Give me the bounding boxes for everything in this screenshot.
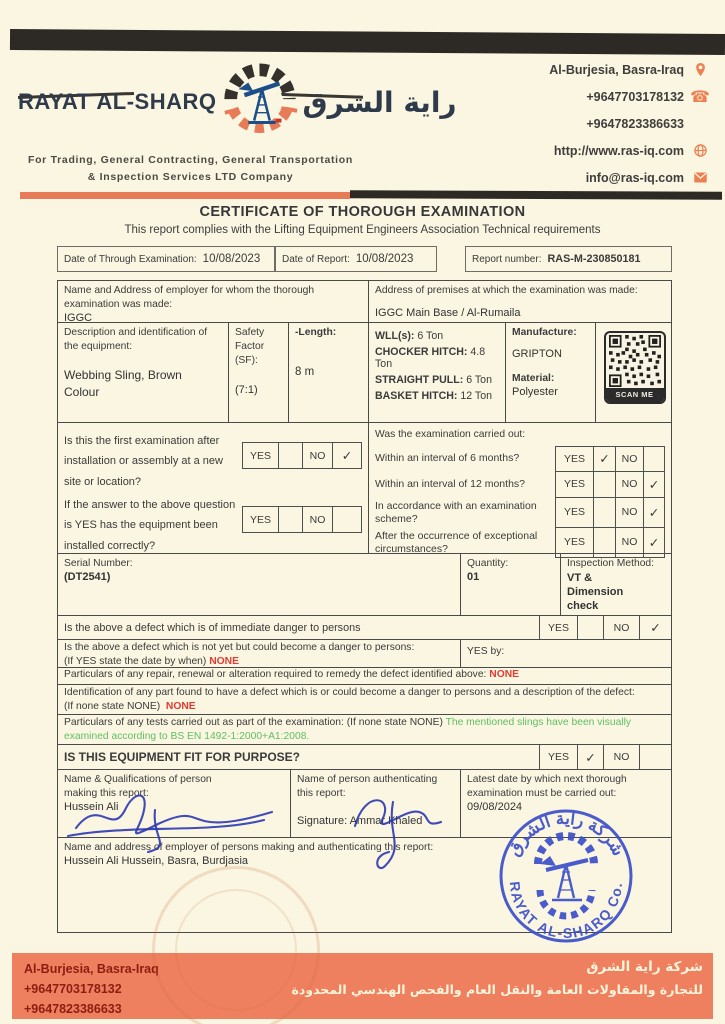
no-label: NO	[616, 498, 644, 527]
tests-answer: The mentioned slings have been visually examined according to BS EN 1492-1:2000+A1:2008.	[64, 717, 632, 743]
quantity-label: Quantity:	[467, 558, 509, 569]
tests-row	[58, 715, 671, 745]
authenticator-signature-line: Signature: Ammar Khaled	[297, 814, 423, 827]
identification-line1: Identification of any part found to have a defect which is or could become a danger to persons and a description of the defect:	[64, 687, 635, 698]
yes-label: YES	[556, 447, 594, 471]
footer-contact-block	[24, 959, 159, 1019]
footer-company-arabic: شركة راية الشرق	[586, 959, 703, 975]
identification-line2: (If none state NONE)	[64, 700, 161, 712]
yes-label: YES	[556, 472, 594, 497]
authenticator-label: Name of person authenticating this report:	[297, 774, 438, 799]
contact-address-row	[479, 58, 709, 81]
location-pin-icon	[691, 61, 709, 79]
report-employer-label: Name and address of employer of persons making and authenticating this report:	[64, 842, 434, 853]
yes-label: YES	[539, 745, 577, 769]
certificate-title: CERTIFICATE OF THOROUGH EXAMINATION	[199, 204, 526, 220]
qr-code-pattern	[609, 335, 661, 387]
maker-label: Name & Qualifications of person making this report:	[64, 774, 212, 799]
footer-address: Al-Burjesia, Basra-Iraq	[24, 962, 159, 976]
certificate-subtitle: This report complies with the Lifting Equipment Engineers Association Technical requirements	[124, 224, 601, 236]
phone-icon: ☎	[690, 87, 710, 106]
straight-pull-value: 6 Ton	[466, 374, 492, 386]
interval-12-checkbox	[555, 471, 665, 498]
yes-by-label: YES by:	[467, 646, 505, 657]
footer-band	[12, 953, 713, 1019]
report-date-label: Date of Report:	[282, 253, 350, 265]
top-black-bar	[10, 29, 725, 55]
envelope-icon	[691, 169, 709, 187]
report-date-box	[275, 246, 437, 272]
qr-code	[604, 331, 666, 404]
yes-checkbox	[279, 443, 303, 468]
chocker-hitch-value: 4.8 Ton	[375, 346, 486, 370]
potential-danger-row	[58, 640, 671, 668]
report-number-value: RAS-M-230850181	[547, 253, 641, 265]
examination-scheme-question: In accordance with an examination scheme?	[375, 499, 537, 525]
interval-12-question: Within an interval of 12 months?	[375, 478, 525, 491]
qr-scan-me-caption: SCAN ME	[606, 388, 664, 402]
company-name-english: RAYAT AL-SHARQ	[18, 89, 217, 114]
contact-phone2-row	[479, 112, 709, 135]
serial-number-value: (DT2541)	[64, 570, 111, 583]
first-exam-checkbox	[242, 442, 362, 469]
no-label: NO	[303, 507, 333, 532]
interval-6-question: Within an interval of 6 months?	[375, 452, 520, 465]
yes-label: YES	[539, 616, 577, 639]
no-label: NO	[616, 472, 644, 497]
tagline-line1: For Trading, General Contracting, General Transportation	[27, 154, 354, 166]
inspection-method-value: VT & Dimension check	[567, 571, 624, 613]
carried-out-header: Was the examination carried out:	[375, 429, 526, 440]
svg-text:شركة راية الشرق	[504, 809, 628, 859]
footer-arabic-block	[292, 959, 704, 997]
no-checkbox	[639, 745, 671, 769]
potential-danger-answer: NONE	[209, 655, 239, 667]
interval-6-checkbox	[555, 446, 665, 472]
safety-factor-label: Safety Factor (SF):	[235, 327, 265, 366]
material-value: Polyester	[512, 385, 558, 398]
yes-label: YES	[243, 443, 279, 468]
contact-phone1: +9647703178132	[586, 89, 684, 104]
report-employer-value: Hussein Ali Hussein, Basra, Burdjasia	[64, 854, 249, 867]
company-name-arabic: راية الشرق	[302, 85, 457, 119]
equipment-row	[58, 323, 671, 423]
potential-danger-line2: (If YES state the date by when)	[64, 655, 207, 667]
no-label: NO	[303, 443, 333, 468]
report-meta-row	[57, 246, 672, 272]
footer-phone2: +9647823386633	[24, 1002, 122, 1016]
contact-address: Al-Burjesia, Basra-Iraq	[549, 62, 684, 77]
yes-checkbox: ✓	[577, 745, 603, 769]
installed-correctly-question: If the answer to the above question is YES has the equipment been installed correctly?	[64, 499, 236, 552]
employer-row	[58, 281, 671, 323]
exam-date-label: Date of Through Examination:	[64, 253, 197, 265]
faint-stamp-watermark	[152, 866, 320, 1024]
no-checkbox: ✓	[341, 449, 353, 463]
no-label: NO	[616, 447, 644, 471]
contact-info-block	[479, 58, 709, 193]
stamp-latin-text: RAYAT AL-SHARQ Co.	[506, 880, 626, 942]
fit-for-purpose-row	[58, 745, 671, 770]
no-checkbox: ✓	[639, 616, 671, 639]
stamp-arabic-text: شركة راية الشرق	[503, 808, 629, 860]
next-exam-date: 09/08/2024	[467, 800, 523, 813]
gear-pumpjack-logo-icon	[219, 57, 301, 147]
no-label: NO	[603, 745, 639, 769]
equipment-desc-value: Webbing Sling, Brown Colour	[64, 367, 182, 400]
maker-name: Hussein Ali	[64, 800, 119, 813]
tests-text: Particulars of any tests carried out as part of the examination: (If none state NONE)	[64, 717, 443, 728]
divider-orange-segment	[20, 192, 350, 199]
exam-date-box	[57, 246, 275, 272]
company-stamp	[496, 806, 636, 946]
no-checkbox: ✓	[648, 505, 660, 520]
fit-for-purpose-question: IS THIS EQUIPMENT FIT FOR PURPOSE?	[64, 750, 301, 764]
report-date-value: 10/08/2023	[355, 253, 414, 265]
material-label: Material:	[512, 372, 555, 384]
yes-label: YES	[556, 528, 594, 557]
no-checkbox: ✓	[648, 477, 660, 492]
repair-answer: NONE	[489, 669, 520, 680]
no-checkbox: ✓	[648, 535, 660, 550]
basket-hitch-label: BASKET HITCH:	[375, 390, 458, 402]
employer-value: IGGC	[64, 311, 93, 324]
safety-factor-value: (7:1)	[235, 383, 258, 396]
no-label: NO	[603, 616, 639, 639]
exam-date-value: 10/08/2023	[202, 253, 261, 265]
contact-phone2: +9647823386633	[586, 116, 684, 131]
no-checkbox	[644, 447, 664, 471]
yes-checkbox	[577, 616, 603, 639]
first-exam-question: Is this the first examination after installation or assembly at a new site or location?	[64, 435, 223, 488]
identification-answer: NONE	[165, 700, 196, 712]
potential-danger-line1: Is the above a defect which is not yet but could become a danger to persons:	[64, 642, 415, 653]
no-checkbox	[333, 507, 361, 532]
contact-website: http://www.ras-iq.com	[553, 143, 684, 158]
quantity-value: 01	[467, 570, 480, 583]
serial-row	[58, 554, 671, 616]
examination-scheme-checkbox	[555, 497, 665, 528]
length-label: -Length:	[295, 327, 337, 338]
yes-checkbox	[279, 507, 303, 532]
premises-value: IGGC Main Base / Al-Rumaila	[375, 306, 521, 319]
inspection-method-label: Inspection Method:	[567, 558, 655, 569]
tagline-line2: & Inspection Services LTD Company	[87, 170, 294, 183]
yes-label: YES	[556, 498, 594, 527]
serial-number-label: Serial Number:	[64, 558, 133, 569]
yes-label: YES	[243, 507, 279, 532]
company-logo	[18, 54, 457, 186]
manufacture-label: Manufacture:	[512, 327, 577, 338]
manufacture-value: GRIPTON	[512, 347, 562, 360]
employer-label: Name and Address of employer for whom the thorough examination was made:	[64, 285, 315, 310]
contact-email-row	[479, 166, 709, 189]
yes-checkbox	[594, 472, 616, 497]
no-label: NO	[616, 528, 644, 557]
identification-row	[58, 685, 671, 715]
exceptional-circumstances-question: After the occurrence of exceptional circumstances?	[375, 529, 538, 555]
repair-row	[58, 668, 671, 685]
straight-pull-label: STRAIGHT PULL:	[375, 374, 464, 386]
divider-black-segment	[350, 190, 722, 200]
contact-phone1-row	[479, 85, 709, 108]
premises-label: Address of premises at which the examination was made:	[375, 285, 638, 296]
footer-services-arabic: للتجارة والمقاولات العامة والنقل العام والفحص الهندسي المحدودة	[291, 982, 703, 997]
globe-icon	[691, 142, 709, 160]
fit-for-purpose-checkbox	[539, 745, 671, 769]
report-number-label: Report number:	[472, 253, 542, 265]
immediate-danger-question: Is the above a defect which is of immediate danger to persons	[64, 621, 361, 634]
examination-questions-row	[58, 423, 671, 554]
report-number-box	[465, 246, 672, 272]
length-value: 8 m	[295, 365, 315, 378]
footer-phone1: +9647703178132	[24, 982, 122, 996]
phone2-spacer-icon	[691, 115, 709, 133]
equipment-desc-label: Description and identification of the equipment:	[64, 327, 208, 352]
contact-website-row	[479, 139, 709, 162]
installed-correctly-checkbox	[242, 506, 362, 533]
immediate-danger-checkbox	[539, 616, 671, 639]
chocker-hitch-label: CHOCKER HITCH:	[375, 346, 468, 358]
immediate-danger-row	[58, 616, 671, 640]
yes-checkbox: ✓	[594, 447, 616, 471]
wll-label: WLL(s):	[375, 330, 415, 342]
wll-value: 6 Ton	[417, 330, 444, 342]
next-exam-label: Latest date by which next thorough examination must be carried out:	[467, 774, 627, 799]
contact-email: info@ras-iq.com	[585, 170, 684, 185]
company-tagline	[18, 152, 363, 186]
yes-checkbox	[594, 528, 616, 557]
basket-hitch-value: 12 Ton	[460, 390, 492, 402]
repair-text: Particulars of any repair, renewal or alteration required to remedy the defect identified above:	[64, 669, 487, 680]
yes-checkbox	[594, 498, 616, 527]
